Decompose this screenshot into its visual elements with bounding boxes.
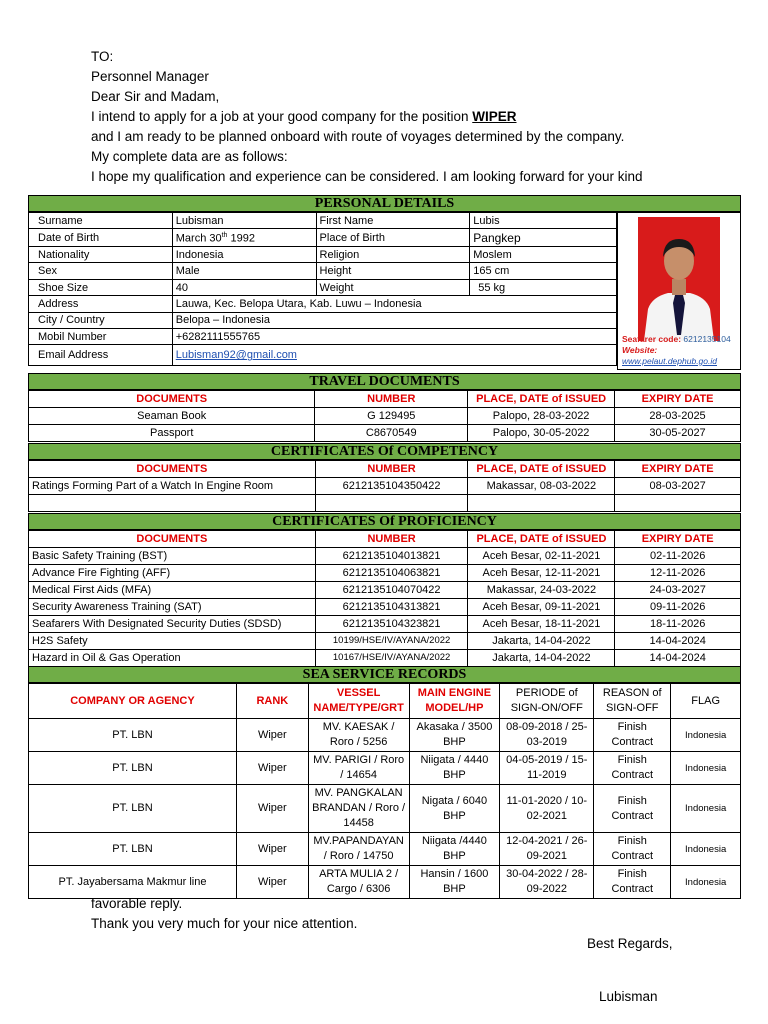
surname-value: Lubisman xyxy=(172,213,316,229)
dob-value xyxy=(172,229,316,247)
dob-value-year: 1992 xyxy=(227,233,255,246)
vessel: MV.PAPANDAYAN / Roro / 14750 xyxy=(308,833,409,866)
email-value xyxy=(172,345,616,366)
cert-expiry: 18-11-2026 xyxy=(615,616,741,633)
surname-label: Surname xyxy=(29,213,173,229)
pob-value: Pangkep xyxy=(470,229,617,247)
cert-expiry xyxy=(615,495,741,512)
cert-name: Basic Safety Training (BST) xyxy=(29,548,316,565)
doc-expiry: 28-03-2025 xyxy=(615,408,741,425)
nationality-value: Indonesia xyxy=(172,247,316,263)
letter-line-3: My complete data are as follows: xyxy=(91,149,288,164)
signature-name: Lubisman xyxy=(599,989,658,1004)
engine: Akasaka / 3500 BHP xyxy=(409,719,500,752)
letter-line-1 xyxy=(91,107,643,127)
flag: Indonesia xyxy=(671,866,741,899)
company: PT. LBN xyxy=(29,833,237,866)
rank: Wiper xyxy=(236,866,308,899)
cert-expiry: 24-03-2027 xyxy=(615,582,741,599)
cert-issued: Aceh Besar, 09-11-2021 xyxy=(468,599,615,616)
table-row xyxy=(29,345,617,366)
cert-number: 10167/HSE/IV/AYANA/2022 xyxy=(315,650,468,667)
rank: Wiper xyxy=(236,719,308,752)
cert-expiry: 09-11-2026 xyxy=(615,599,741,616)
flag: Indonesia xyxy=(671,833,741,866)
col-header: DOCUMENTS xyxy=(29,531,316,548)
proficiency-table xyxy=(28,530,741,667)
cert-name: Hazard in Oil & Gas Operation xyxy=(29,650,316,667)
dob-label: Date of Birth xyxy=(29,229,173,247)
reason: Finish Contract xyxy=(594,752,671,785)
city-label: City / Country xyxy=(29,312,173,328)
cert-issued xyxy=(468,495,615,512)
period: 08-09-2018 / 25-03-2019 xyxy=(500,719,594,752)
doc-issued: Palopo, 30-05-2022 xyxy=(468,425,615,442)
cert-number xyxy=(315,495,468,512)
table-row xyxy=(29,650,741,667)
doc-name: Passport xyxy=(29,425,315,442)
cert-number: 6212135104350422 xyxy=(315,478,468,495)
dob-value-suffix: th xyxy=(221,232,228,240)
col-header: PLACE, DATE of ISSUED xyxy=(468,391,615,408)
proficiency-header: CERTIFICATES Of PROFICIENCY xyxy=(28,513,741,530)
letter-line-5: favorable reply. xyxy=(91,896,183,911)
cert-issued: Makassar, 24-03-2022 xyxy=(468,582,615,599)
weight-value: 55 kg xyxy=(470,279,617,295)
cert-number: 6212135104313821 xyxy=(315,599,468,616)
company: PT. LBN xyxy=(29,785,237,833)
letter-line-2: and I am ready to be planned onboard with route of voyages determined by the company. xyxy=(91,129,625,144)
cert-number: 10199/HSE/IV/AYANA/2022 xyxy=(315,633,468,650)
table-row xyxy=(29,582,741,599)
reason: Finish Contract xyxy=(594,833,671,866)
mobile-label: Mobil Number xyxy=(29,329,173,345)
personal-details-header: PERSONAL DETAILS xyxy=(28,195,741,212)
letter-salutation: Dear Sir and Madam, xyxy=(91,89,220,104)
letter-line-6: Thank you very much for your nice attention. xyxy=(91,916,358,931)
rank: Wiper xyxy=(236,833,308,866)
table-row xyxy=(29,833,741,866)
col-header: PLACE, DATE of ISSUED xyxy=(468,461,615,478)
table-row xyxy=(29,599,741,616)
col-header: NUMBER xyxy=(315,531,468,548)
table-row xyxy=(29,425,741,442)
cert-issued: Aceh Besar, 12-11-2021 xyxy=(468,565,615,582)
cert-name: Medical First Aids (MFA) xyxy=(29,582,316,599)
cert-expiry: 12-11-2026 xyxy=(615,565,741,582)
travel-documents-header: TRAVEL DOCUMENTS xyxy=(28,373,741,390)
religion-value: Moslem xyxy=(470,247,617,263)
photo-cell xyxy=(617,212,741,370)
cert-number: 6212135104013821 xyxy=(315,548,468,565)
company: PT. LBN xyxy=(29,719,237,752)
table-header-row xyxy=(29,461,741,478)
website-link[interactable]: www.pelaut.dephub.go.id xyxy=(622,356,717,366)
shoe-size-value: 40 xyxy=(172,279,316,295)
flag: Indonesia xyxy=(671,719,741,752)
regards: Best Regards, xyxy=(587,936,673,951)
seafarer-photo xyxy=(638,217,720,341)
table-row xyxy=(29,279,617,295)
mobile-value: +6282111555765 xyxy=(172,329,616,345)
col-header: RANK xyxy=(236,684,308,719)
website-label: Website: xyxy=(622,345,658,355)
city-value: Belopa – Indonesia xyxy=(172,312,616,328)
sea-service-table xyxy=(28,683,741,899)
col-header: REASON of SIGN-OFF xyxy=(594,684,671,719)
cert-name: Seafarers With Designated Security Duties (SDSD) xyxy=(29,616,316,633)
col-header: MAIN ENGINE MODEL/HP xyxy=(409,684,500,719)
email-link[interactable]: Lubisman92@gmail.com xyxy=(175,349,297,362)
engine: Niigata /4440 BHP xyxy=(409,833,500,866)
doc-issued: Palopo, 28-03-2022 xyxy=(468,408,615,425)
reason: Finish Contract xyxy=(594,866,671,899)
travel-documents-table xyxy=(28,390,741,442)
cert-number: 6212135104063821 xyxy=(315,565,468,582)
cert-name: H2S Safety xyxy=(29,633,316,650)
doc-number: G 129495 xyxy=(315,408,468,425)
doc-number: C8670549 xyxy=(315,425,468,442)
address-label: Address xyxy=(29,296,173,312)
table-row xyxy=(29,229,617,247)
col-header: DOCUMENTS xyxy=(29,391,315,408)
table-header-row xyxy=(29,684,741,719)
col-header: NUMBER xyxy=(315,391,468,408)
cert-number: 6212135104323821 xyxy=(315,616,468,633)
table-row xyxy=(29,329,617,345)
table-row xyxy=(29,616,741,633)
seafarer-code-label: Seafarer code: xyxy=(622,334,684,344)
letter-line-1-text: I intend to apply for a job at your good company for the position xyxy=(91,109,473,124)
period: 11-01-2020 / 10-02-2021 xyxy=(500,785,594,833)
engine: Niigata / 4440 BHP xyxy=(409,752,500,785)
rank: Wiper xyxy=(236,752,308,785)
nationality-label: Nationality xyxy=(29,247,173,263)
reason: Finish Contract xyxy=(594,719,671,752)
cert-issued: Aceh Besar, 18-11-2021 xyxy=(468,616,615,633)
letter-closing xyxy=(91,894,357,934)
table-row xyxy=(29,478,741,495)
letter-recipient: Personnel Manager xyxy=(91,69,209,84)
pob-label: Place of Birth xyxy=(316,229,470,247)
col-header: PERIODE of SIGN-ON/OFF xyxy=(500,684,594,719)
cert-name: Advance Fire Fighting (AFF) xyxy=(29,565,316,582)
col-header: FLAG xyxy=(671,684,741,719)
sea-service-header: SEA SERVICE RECORDS xyxy=(28,666,741,683)
reason: Finish Contract xyxy=(594,785,671,833)
table-row xyxy=(29,752,741,785)
company: PT. Jayabersama Makmur line xyxy=(29,866,237,899)
col-header: EXPIRY DATE xyxy=(615,391,741,408)
sex-value: Male xyxy=(172,263,316,279)
table-row xyxy=(29,263,617,279)
flag: Indonesia xyxy=(671,752,741,785)
weight-label: Weight xyxy=(316,279,470,295)
doc-expiry: 30-05-2027 xyxy=(615,425,741,442)
cert-expiry: 08-03-2027 xyxy=(615,478,741,495)
col-header: COMPANY OR AGENCY xyxy=(29,684,237,719)
table-row xyxy=(29,548,741,565)
cert-issued: Jakarta, 14-04-2022 xyxy=(468,633,615,650)
table-row xyxy=(29,633,741,650)
personal-details-table xyxy=(28,212,617,366)
cert-issued: Jakarta, 14-04-2022 xyxy=(468,650,615,667)
shoe-size-label: Shoe Size xyxy=(29,279,173,295)
dob-value-main: March 30 xyxy=(175,233,222,246)
company: PT. LBN xyxy=(29,752,237,785)
cert-issued: Aceh Besar, 02-11-2021 xyxy=(468,548,615,565)
col-header: PLACE, DATE of ISSUED xyxy=(468,531,615,548)
competency-table xyxy=(28,460,741,512)
position-title: WIPER xyxy=(472,109,517,124)
table-row xyxy=(29,565,741,582)
cert-issued: Makassar, 08-03-2022 xyxy=(468,478,615,495)
vessel: MV. PARIGI / Roro / 14654 xyxy=(308,752,409,785)
col-header: NUMBER xyxy=(315,461,468,478)
cert-expiry: 02-11-2026 xyxy=(615,548,741,565)
cert-number: 6212135104070422 xyxy=(315,582,468,599)
table-row xyxy=(29,213,617,229)
address-value: Lauwa, Kec. Belopa Utara, Kab. Luwu – Indonesia xyxy=(172,296,616,312)
competency-header: CERTIFICATES Of COMPETENCY xyxy=(28,443,741,460)
flag: Indonesia xyxy=(671,785,741,833)
letter-line-4: I hope my qualification and experience can be considered. I am looking forward for your kind xyxy=(91,169,643,184)
sex-label: Sex xyxy=(29,263,173,279)
height-value: 165 cm xyxy=(470,263,617,279)
engine: Hansin / 1600 BHP xyxy=(409,866,500,899)
table-header-row xyxy=(29,391,741,408)
rank: Wiper xyxy=(236,785,308,833)
religion-label: Religion xyxy=(316,247,470,263)
table-row xyxy=(29,247,617,263)
first-name-value: Lubis xyxy=(470,213,617,229)
table-row xyxy=(29,719,741,752)
vessel: MV. KAESAK / Roro / 5256 xyxy=(308,719,409,752)
col-header: EXPIRY DATE xyxy=(615,531,741,548)
vessel: MV. PANGKALAN BRANDAN / Roro / 14458 xyxy=(308,785,409,833)
period: 04-05-2019 / 15-11-2019 xyxy=(500,752,594,785)
table-header-row xyxy=(29,531,741,548)
vessel: ARTA MULIA 2 / Cargo / 6306 xyxy=(308,866,409,899)
cert-name: Security Awareness Training (SAT) xyxy=(29,599,316,616)
seafarer-code xyxy=(622,334,731,345)
table-row xyxy=(29,408,741,425)
table-row xyxy=(29,312,617,328)
cert-expiry: 14-04-2024 xyxy=(615,633,741,650)
letter-to: TO: xyxy=(91,49,114,64)
email-label: Email Address xyxy=(29,345,173,366)
engine: Nigata / 6040 BHP xyxy=(409,785,500,833)
letter-intro xyxy=(91,47,643,187)
first-name-label: First Name xyxy=(316,213,470,229)
col-header: EXPIRY DATE xyxy=(615,461,741,478)
col-header: DOCUMENTS xyxy=(29,461,316,478)
seafarer-info xyxy=(622,334,731,367)
table-row xyxy=(29,495,741,512)
table-row xyxy=(29,296,617,312)
cert-name: Ratings Forming Part of a Watch In Engine Room xyxy=(29,478,316,495)
portrait-image xyxy=(638,217,720,341)
col-header: VESSEL NAME/TYPE/GRT xyxy=(308,684,409,719)
cert-expiry: 14-04-2024 xyxy=(615,650,741,667)
height-label: Height xyxy=(316,263,470,279)
period: 12-04-2021 / 26-09-2021 xyxy=(500,833,594,866)
seafarer-code-value: 6212135104 xyxy=(683,334,731,344)
table-row xyxy=(29,785,741,833)
cert-name xyxy=(29,495,316,512)
doc-name: Seaman Book xyxy=(29,408,315,425)
period: 30-04-2022 / 28-09-2022 xyxy=(500,866,594,899)
